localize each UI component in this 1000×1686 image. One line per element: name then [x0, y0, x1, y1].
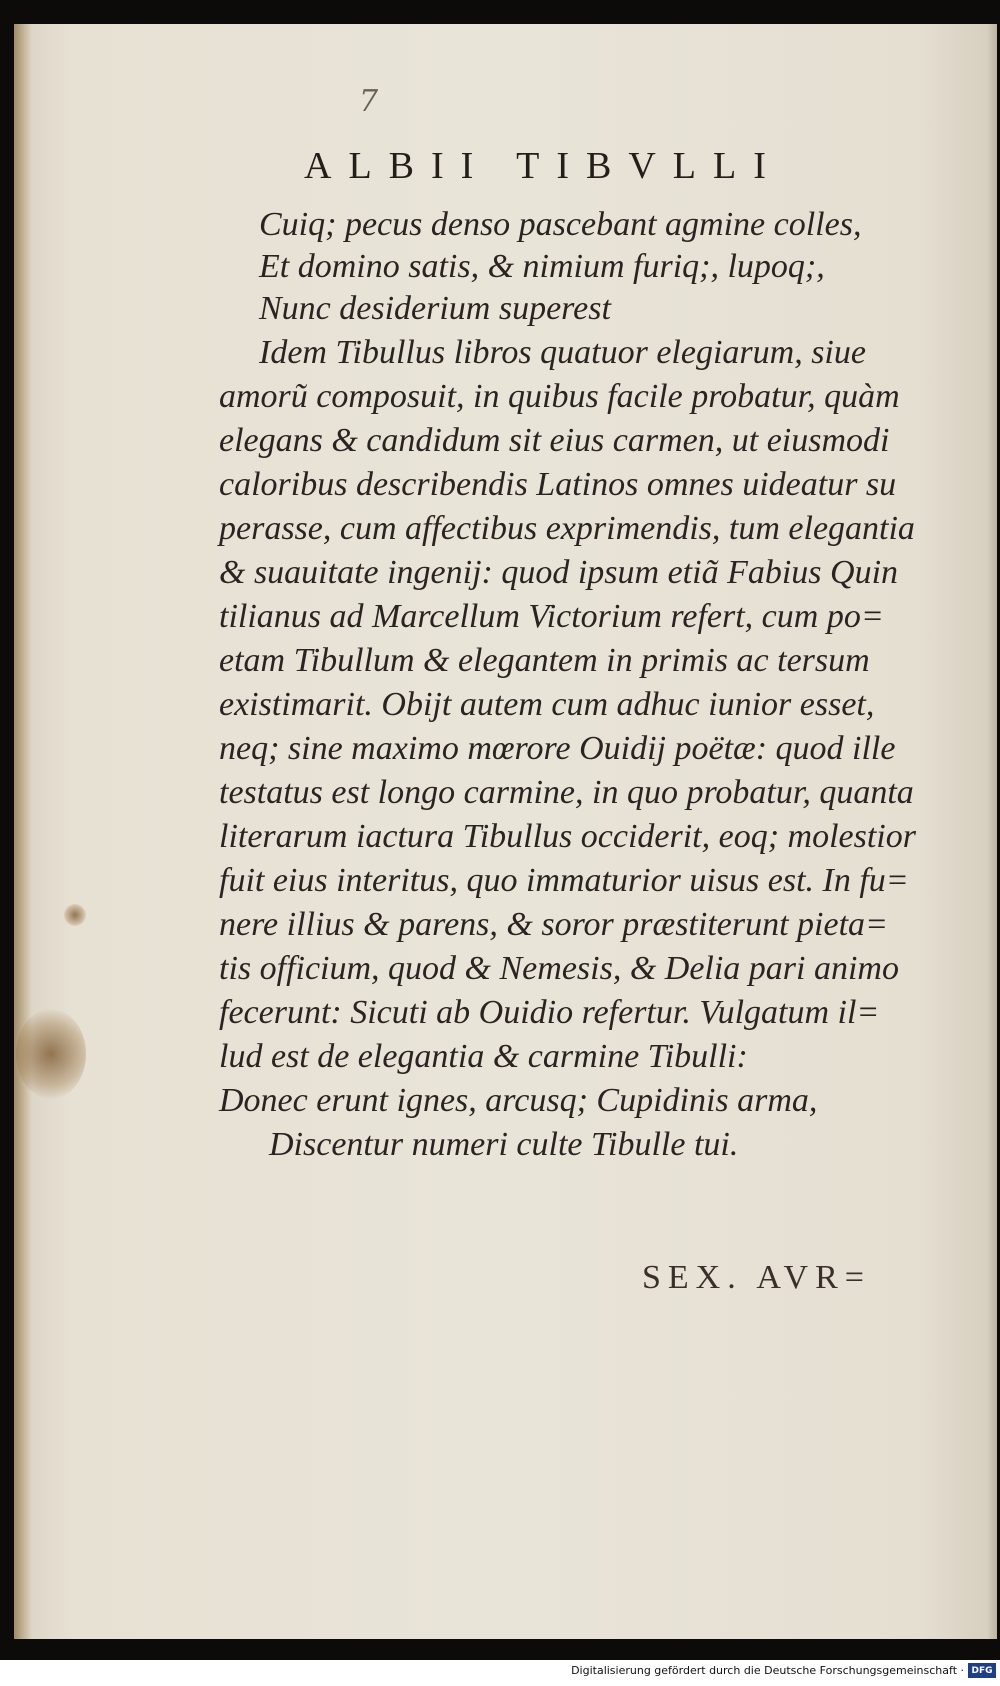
- text-line: literarum iactura Tibullus occiderit, eoq; molestior: [219, 818, 916, 855]
- text-line: Donec erunt ignes, arcusq; Cupidinis arma,: [219, 1082, 818, 1119]
- text-line: neq; sine maximo mœrore Ouidij poëtæ: quod ille: [219, 730, 896, 767]
- text-line: Cuiq; pecus denso pascebant agmine colles,: [259, 206, 862, 243]
- text-line: amorũ composuit, in quibus facile probatur, quàm: [219, 378, 900, 415]
- text-line: & suauitate ingenij: quod ipsum etiã Fabius Quin: [219, 554, 899, 591]
- text-line: nere illius & parens, & soror præstiterunt pieta=: [219, 906, 888, 943]
- text-line: tis officium, quod & Nemesis, & Delia pari animo: [219, 950, 899, 987]
- text-line: etam Tibullum & elegantem in primis ac tersum: [219, 642, 870, 679]
- running-head: ALBII TIBVLLI: [304, 145, 783, 187]
- text-line: fecerunt: Sicuti ab Ouidio refertur. Vulgatum il=: [219, 994, 880, 1031]
- digitization-credit: Digitalisierung gefördert durch die Deutsche Forschungsgemeinschaft ·: [571, 1664, 964, 1677]
- text-line: fuit eius interitus, quo immaturior uisus est. In fu=: [219, 862, 909, 899]
- text-line: existimarit. Obijt autem cum adhuc iunior esset,: [219, 686, 875, 723]
- folio-number: 7: [359, 84, 379, 119]
- dfg-logo-icon: DFG: [968, 1663, 996, 1678]
- text-line: testatus est longo carmine, in quo probatur, quanta: [219, 774, 914, 811]
- binding-shadow: [14, 24, 32, 1639]
- stain-mark: [64, 904, 86, 926]
- catchword: SEX. AVR=: [642, 1259, 871, 1296]
- text-line: Discentur numeri culte Tibulle tui.: [269, 1126, 739, 1163]
- text-line: caloribus describendis Latinos omnes uideatur su: [219, 466, 897, 503]
- footer-bar: [0, 1660, 1000, 1686]
- text-line: Et domino satis, & nimium furiq;, lupoq;,: [259, 248, 825, 285]
- book-page: [14, 24, 997, 1639]
- stain-mark: [16, 1009, 86, 1099]
- page-edge: [987, 24, 997, 1639]
- text-line: perasse, cum affectibus exprimendis, tum elegantia: [219, 510, 915, 547]
- text-line: Idem Tibullus libros quatuor elegiarum, siue: [259, 334, 866, 371]
- text-line: elegans & candidum sit eius carmen, ut eiusmodi: [219, 422, 890, 459]
- text-line: lud est de elegantia & carmine Tibulli:: [219, 1038, 748, 1075]
- text-line: tilianus ad Marcellum Victorium refert, cum po=: [219, 598, 884, 635]
- text-line: Nunc desiderium superest: [259, 290, 611, 327]
